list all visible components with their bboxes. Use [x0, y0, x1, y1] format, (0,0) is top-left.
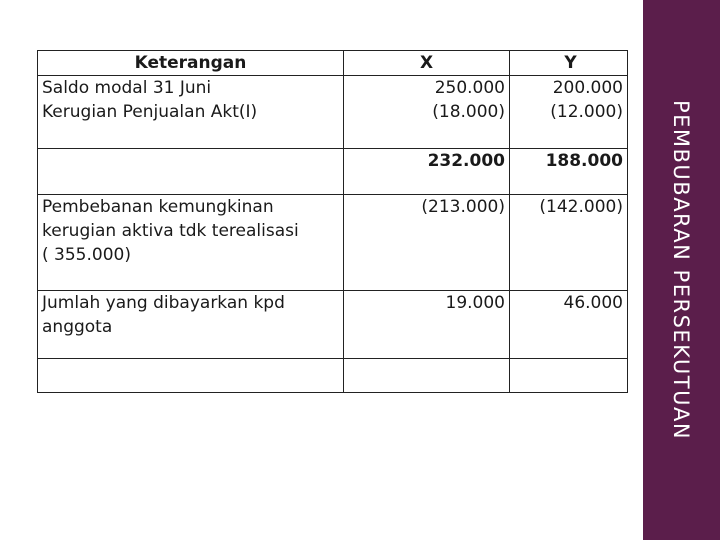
table-row	[38, 195, 628, 291]
row-value-y	[510, 149, 628, 195]
subtotal-y: 188.000	[545, 151, 623, 171]
row-description-line: Jumlah yang dibayarkan kpd	[42, 293, 285, 313]
table-row	[38, 76, 628, 149]
side-title: PEMBUBARAN PERSEKUTUAN	[669, 99, 693, 441]
row-value-y	[510, 76, 628, 149]
table-row	[38, 149, 628, 195]
value-y: (142.000)	[539, 197, 623, 217]
value-x: 19.000	[445, 293, 505, 313]
row-description-line: Kerugian Penjualan Akt(I)	[42, 102, 258, 122]
value-x: (18.000)	[432, 102, 505, 122]
value-y: 200.000	[552, 78, 623, 98]
value-x: 250.000	[434, 78, 505, 98]
value-y: 46.000	[563, 293, 623, 313]
row-description-line: kerugian aktiva tdk terealisasi	[42, 221, 299, 241]
table-header-row	[38, 51, 628, 76]
row-description-line: Saldo modal 31 Juni	[42, 78, 212, 98]
row-value-x	[344, 359, 510, 393]
row-value-y	[510, 195, 628, 291]
row-description	[38, 195, 344, 291]
row-value-y	[510, 291, 628, 359]
row-value-x	[344, 291, 510, 359]
header-y: Y	[510, 51, 628, 76]
header-keterangan: Keterangan	[38, 51, 344, 76]
row-description	[38, 149, 344, 195]
row-value-x	[344, 195, 510, 291]
row-value-x	[344, 149, 510, 195]
row-description	[38, 359, 344, 393]
value-y: (12.000)	[550, 102, 623, 122]
subtotal-x: 232.000	[427, 151, 505, 171]
header-x: X	[344, 51, 510, 76]
row-description-line: anggota	[42, 317, 113, 337]
value-x: (213.000)	[421, 197, 505, 217]
capital-table	[37, 50, 628, 393]
table-row	[38, 359, 628, 393]
row-value-x	[344, 76, 510, 149]
table-row	[38, 291, 628, 359]
row-description	[38, 76, 344, 149]
row-description	[38, 291, 344, 359]
row-description-line: ( 355.000)	[42, 245, 131, 265]
row-value-y	[510, 359, 628, 393]
row-description-line: Pembebanan kemungkinan	[42, 197, 274, 217]
